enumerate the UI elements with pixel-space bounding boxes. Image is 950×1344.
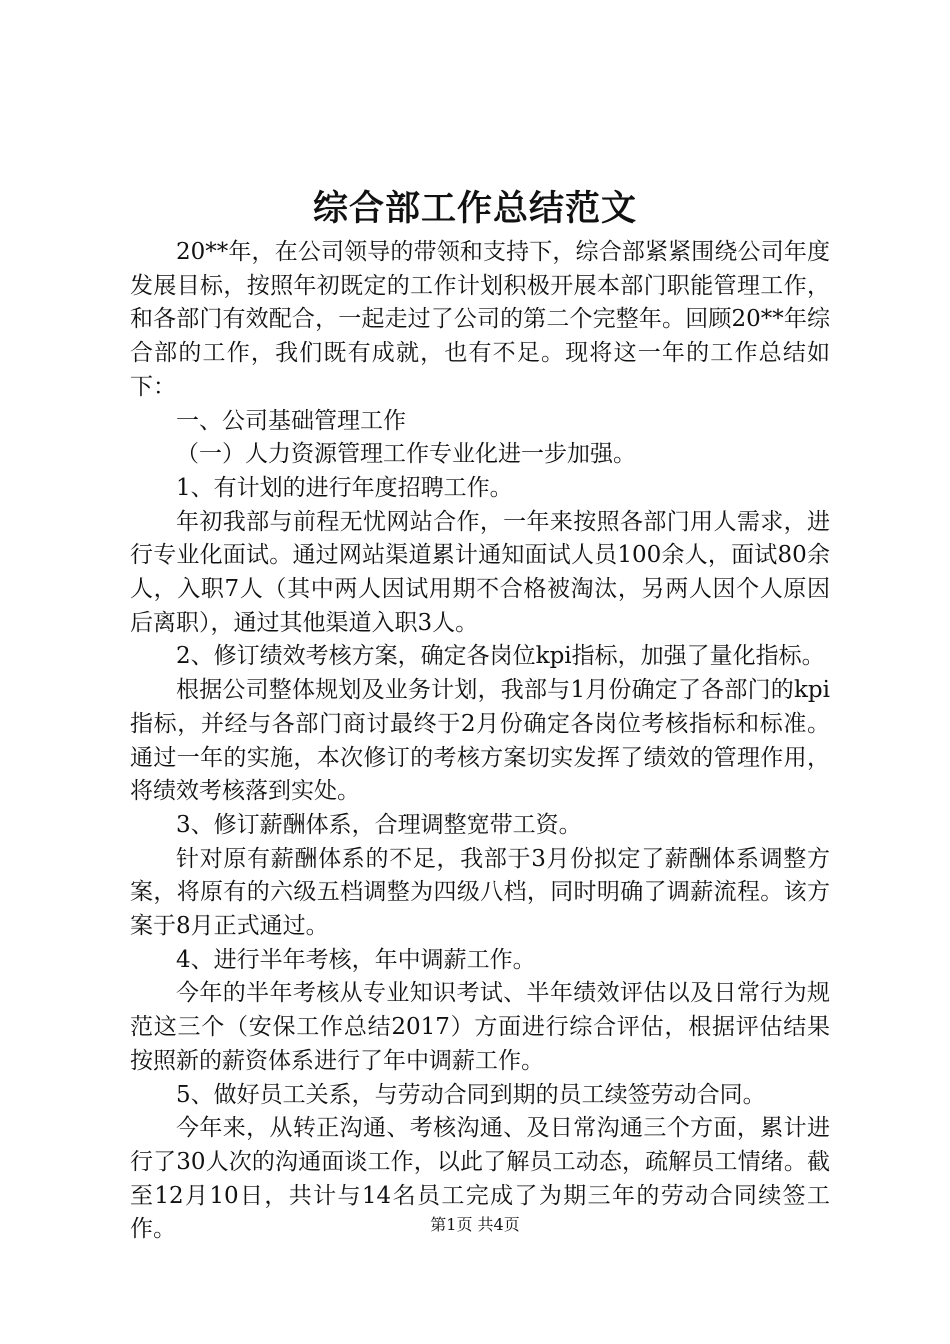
document-title: 综合部工作总结范文 [312, 188, 637, 229]
paragraph-recruitment: 年初我部与前程无忧网站合作，一年来按照各部门用人需求，进行专业化面试。通过网站渠道累计通知面试人员100余人，面试80余人，入职7人（其中两人因试用期不合格被淘汰，另两人因个人原因后离职），通过其他渠道入职3人。 [130, 508, 830, 636]
paragraph-intro: 20**年，在公司领导的带领和支持下，综合部紧紧围绕公司年度发展目标，按照年初既定的工作计划积极开展本部门职能管理工作，和各部门有效配合，一起走过了公司的第二个完整年。回顾20**年综合部的工作，我们既有成就，也有不足。现将这一年的工作总结如下： [130, 239, 830, 400]
section-heading-basic-management: 一、公司基础管理工作 [176, 407, 406, 434]
page-footer: 第1页 共4页 [430, 1215, 520, 1234]
item-heading-performance: 2、修订绩效考核方案，确定各岗位kpi指标，加强了量化指标。 [176, 643, 825, 670]
paragraph-performance: 根据公司整体规划及业务计划，我部与1月份确定了各部门的kpi指标，并经与各部门商讨最终于2月份确定各岗位考核指标和标准。通过一年的实施，本次修订的考核方案切实发挥了绩效的管理作用，将绩效考核落到实处。 [130, 677, 830, 805]
paragraph-employee-relations: 今年来，从转正沟通、考核沟通、及日常沟通三个方面，累计进行了30人次的沟通面谈工作，以此了解员工动态，疏解员工情绪。截至12月10日，共计与14名员工完成了为期三年的劳动合同续签工作。 [130, 1115, 830, 1243]
document-body [130, 236, 830, 1247]
item-heading-salary: 3、修订薪酬体系，合理调整宽带工资。 [176, 811, 582, 838]
item-heading-employee-relations: 5、做好员工关系，与劳动合同到期的员工续签劳动合同。 [176, 1081, 766, 1108]
item-heading-midyear: 4、进行半年考核，年中调薪工作。 [176, 946, 536, 973]
subsection-heading-hr: （一）人力资源管理工作专业化进一步加强。 [176, 441, 636, 468]
paragraph-midyear: 今年的半年考核从专业知识考试、半年绩效评估以及日常行为规范这三个（安保工作总结2017）方面进行综合评估，根据评估结果按照新的薪资体系进行了年中调薪工作。 [130, 980, 830, 1074]
paragraph-salary: 针对原有薪酬体系的不足，我部于3月份拟定了薪酬体系调整方案，将原有的六级五档调整为四级八档，同时明确了调薪流程。该方案于8月正式通过。 [130, 845, 830, 940]
item-heading-recruitment: 1、有计划的进行年度招聘工作。 [176, 474, 513, 501]
